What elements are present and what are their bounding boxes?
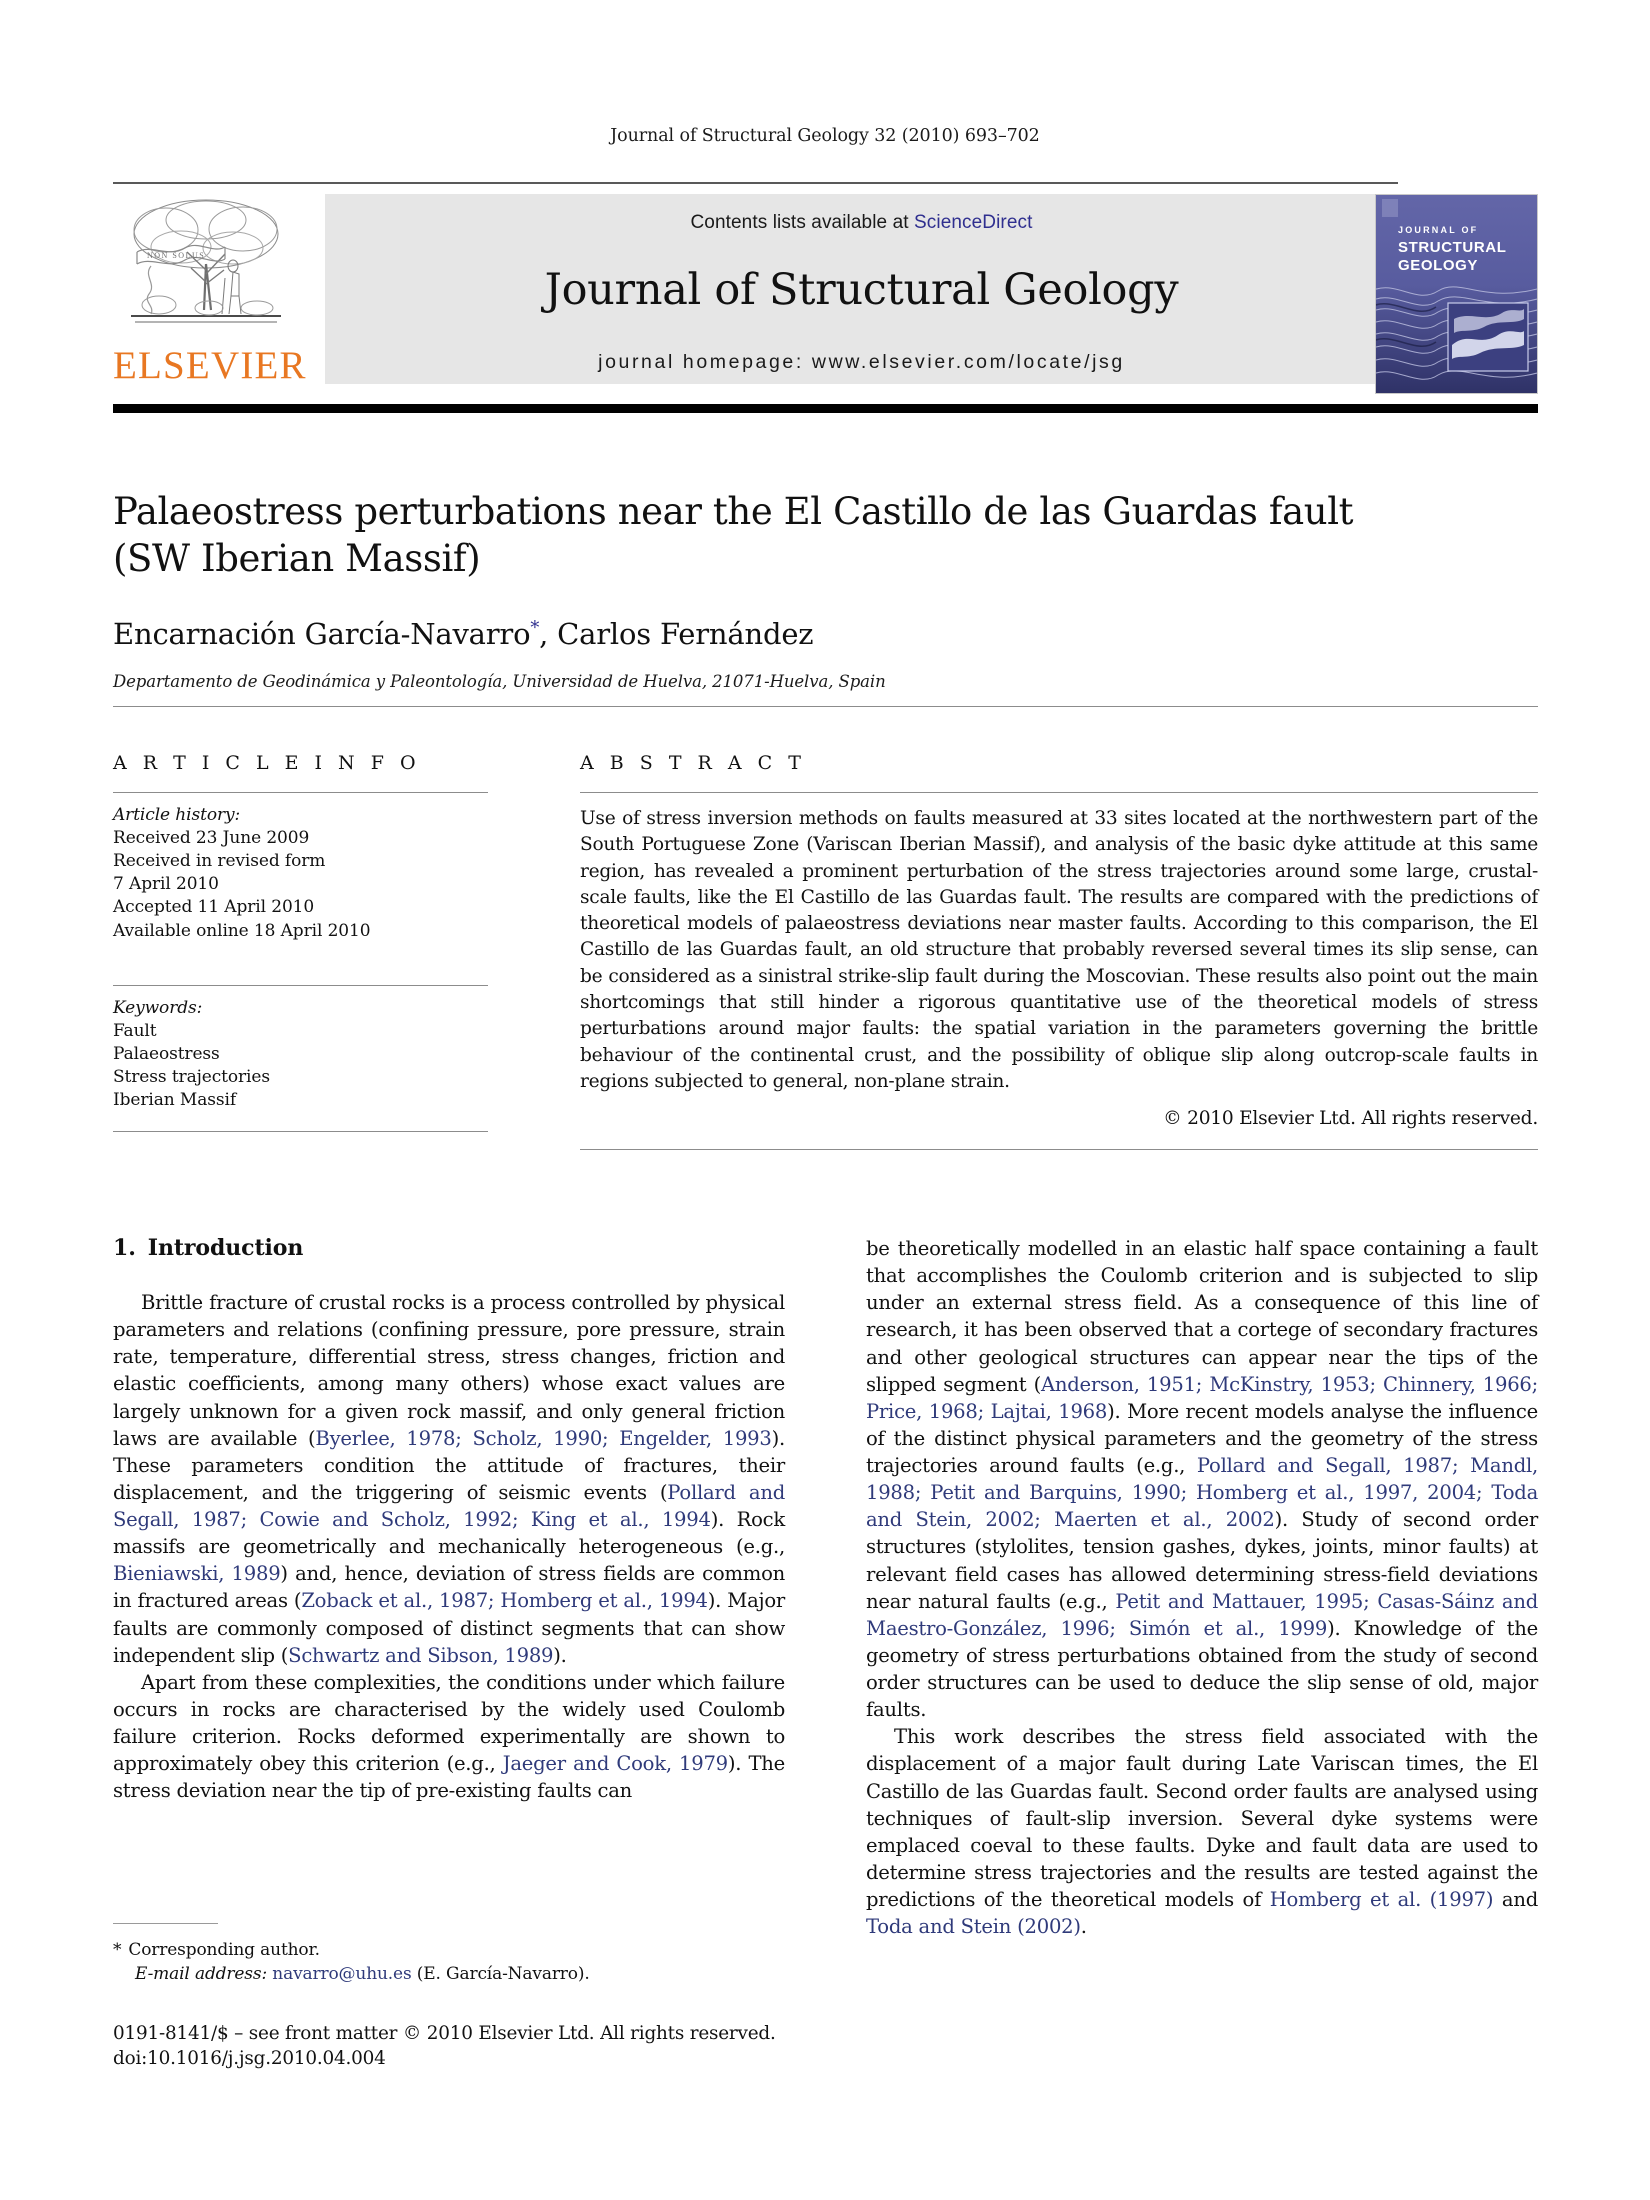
cover-line-3: GEOLOGY — [1398, 257, 1479, 274]
paragraph — [866, 1235, 1538, 1723]
text-run: Brittle fracture of crustal rocks is a process controlled by physical parameters and relations (confining pressure, pore pressure, strain rate, temperature, differential stress, stress changes, friction and elastic coefficients, among many others) whose exact values are largely unknown for a given rock massif, and only general friction laws are available ( — [113, 1291, 785, 1450]
history-item: 7 April 2010 — [113, 874, 219, 895]
text-run: ) and, hence, deviation of stress fields are common in fractured areas ( — [113, 1562, 785, 1613]
text-run: ). Rock massifs are geometrically and mechanically heterogeneous (e.g., — [113, 1508, 785, 1559]
affiliation-rule — [113, 706, 1538, 707]
citation-ref[interactable]: Homberg et al. (1997) — [1269, 1888, 1494, 1911]
footnote-block — [113, 1938, 785, 1986]
contents-prefix: Contents lists available at — [690, 212, 914, 233]
abstract-heading: A B S T R A C T — [580, 752, 806, 774]
section-number: 1. — [113, 1235, 136, 1261]
history-item: Received in revised form — [113, 851, 326, 872]
body-column-left — [113, 1235, 785, 1804]
corresponding-author-note — [113, 1938, 785, 1962]
title-block — [113, 488, 1538, 691]
author-list — [113, 617, 1538, 651]
footnote-rule — [113, 1923, 218, 1924]
elsevier-motto-text: NON SOLUS — [146, 251, 205, 260]
history-item: Accepted 11 April 2010 — [113, 897, 315, 918]
email-note — [113, 1962, 785, 1986]
elsevier-wordmark: ELSEVIER — [113, 344, 307, 387]
paragraph — [113, 1289, 785, 1669]
body-column-right — [866, 1235, 1538, 1940]
author-primary: Encarnación García-Navarro — [113, 616, 531, 651]
citation-ref[interactable]: Toda and Stein (2002) — [866, 1915, 1081, 1939]
text-run: and — [1493, 1888, 1539, 1911]
abstract-copyright: © 2010 Elsevier Ltd. All rights reserved. — [1163, 1108, 1538, 1130]
email-label: E-mail address: — [135, 1964, 268, 1985]
keywords-rule — [113, 985, 488, 986]
paper-title-line-2: (SW Iberian Massif) — [113, 537, 481, 581]
citation-ref[interactable]: Jaeger and Cook, 1979 — [502, 1752, 728, 1776]
citation-ref[interactable]: Pollard and Segall, 1987; Mandl, 1988; Petit and Barquins, 1990; Homberg et al., 1997, 2004; Toda and Stein, 2002; Maerten et al., 2002 — [866, 1454, 1538, 1532]
cover-line-2: STRUCTURAL — [1398, 239, 1507, 256]
text-run: ). More recent models analyse the influence of the distinct physical parameters and the geometry of the stress trajectories around faults (e.g., — [866, 1399, 1538, 1477]
footnote-star: * — [113, 1940, 122, 1960]
sciencedirect-link[interactable]: ScienceDirect — [914, 212, 1033, 233]
text-run: ). Major faults are commonly composed of distinct segments that can show independent slip ( — [113, 1589, 785, 1667]
text-run: ). The stress deviation near the tip of pre-existing faults can — [113, 1752, 785, 1803]
corresponding-author-text: Corresponding author. — [128, 1940, 320, 1960]
citation-ref[interactable]: Zoback et al., 1987; Homberg et al., 1994 — [301, 1589, 708, 1613]
history-item: Received 23 June 2009 — [113, 828, 310, 849]
cover-line-1: JOURNAL OF — [1398, 225, 1479, 235]
paragraph — [113, 1669, 785, 1805]
journal-cover-thumbnail — [1375, 194, 1538, 394]
journal-title: Journal of Structural Geology — [544, 265, 1179, 315]
corresponding-author-marker: * — [530, 617, 540, 639]
article-info-bottom-rule — [113, 1131, 488, 1132]
text-run: ). Knowledge of the geometry of stress perturbations obtained from the study of second order structures can be used to deduce the slip sense of old, major faults. — [866, 1616, 1538, 1722]
text-run: ). — [553, 1643, 567, 1667]
abstract-rule — [580, 792, 1538, 793]
keyword-item: Iberian Massif — [113, 1090, 237, 1111]
text-run: . — [1080, 1915, 1087, 1939]
text-run: be theoretically modelled in an elastic half space containing a fault that accomplishes the Coulomb criterion and is subjected to slip under an external stress field. As a consequence of this line of research, it has been observed that a cortege of secondary fractures and other geological structures can appear near the tips of the slipped segment ( — [866, 1237, 1538, 1396]
masthead-bottom-rule — [113, 404, 1538, 413]
running-head: Journal of Structural Geology 32 (2010) 693–702 — [610, 126, 1040, 146]
section-title: Introduction — [147, 1235, 304, 1261]
article-history — [113, 804, 488, 943]
keywords-label: Keywords: — [113, 997, 203, 1018]
elsevier-logo — [113, 192, 307, 392]
keywords-block — [113, 997, 488, 1113]
section-heading-introduction — [113, 1235, 785, 1261]
journal-cover-image — [1376, 195, 1538, 394]
abstract-text: Use of stress inversion methods on faults measured at 33 sites located at the northwestern part of the South Portuguese Zone (Variscan Iberian Massif), and analysis of the basic dyke attitude at this same region, has revealed a prominent perturbation of the stress trajectories around some large, crustal-scale faults, like the El Castillo de las Guardas fault. The results are compared with the predictions of theoretical models of palaeostress deviations near master faults. According to this comparison, the El Castillo de las Guardas fault, an old structure that probably reversed several times its slip sense, can be considered as a sinistral strike-slip fault during the Moscovian. These results also point out the main shortcomings that still hinder a rigorous quantitative use of the theoretical models of stress perturbations around major faults: the spatial variation in the parameters governing the brittle behaviour of the continental crust, and the possibility of oblique slip along outcrop-scale faults in regions subjected to general, non-plane strain. — [580, 808, 1538, 1092]
masthead-top-rule — [113, 182, 1398, 184]
journal-masthead — [113, 182, 1538, 402]
article-info-heading: A R T I C L E I N F O — [113, 752, 421, 774]
abstract-column — [580, 752, 1538, 1150]
text-run: This work describes the stress field associated with the displacement of a major fault during Late Variscan times, the El Castillo de las Guardas fault. Second order faults are analysed using techniques of fault-slip inversion. Several dyke systems were emplaced coeval to these faults. Dyke and fault data are used to determine stress trajectories and the results are tested against the predictions of the theoretical models of — [866, 1725, 1538, 1911]
citation-ref[interactable]: Bieniawski, 1989 — [113, 1562, 281, 1586]
page-title — [113, 488, 1538, 583]
article-info-column — [113, 752, 488, 1112]
paper-title-line-1: Palaeostress perturbations near the El Castillo de las Guardas fault — [113, 490, 1354, 533]
text-run: Apart from these complexities, the conditions under which failure occurs in rocks are characterised by the widely used Coulomb failure criterion. Rocks deformed experimentally are shown to approximately obey this criterion (e.g., — [113, 1670, 785, 1776]
article-info-rule — [113, 792, 488, 793]
author-secondary: , Carlos Fernández — [539, 616, 814, 651]
elsevier-tree-icon — [121, 192, 291, 344]
history-item: Available online 18 April 2010 — [113, 920, 371, 941]
citation-ref[interactable]: Anderson, 1951; McKinstry, 1953; Chinnery, 1966; Price, 1968; Lajtai, 1968 — [866, 1372, 1538, 1423]
affiliation: Departamento de Geodinámica y Paleontología, Universidad de Huelva, 21071-Huelva, Spain — [113, 671, 886, 691]
keyword-item: Stress trajectories — [113, 1066, 270, 1087]
contents-available-line — [325, 194, 1398, 234]
article-history-label: Article history: — [113, 805, 241, 825]
citation-ref[interactable]: Schwartz and Sibson, 1989 — [288, 1643, 554, 1667]
citation-ref[interactable]: Byerlee, 1978; Scholz, 1990; Engelder, 1993 — [315, 1426, 772, 1450]
paragraph — [866, 1723, 1538, 1940]
email-owner: (E. García-Navarro). — [416, 1964, 590, 1985]
email-link[interactable]: navarro@uhu.es — [272, 1964, 412, 1985]
citation-ref[interactable]: Petit and Mattauer, 1995; Casas-Sáinz and Maestro-González, 1996; Simón et al., 1999 — [866, 1589, 1538, 1640]
citation-ref[interactable]: Pollard and Segall, 1987; Cowie and Scholz, 1992; King et al., 1994 — [113, 1480, 785, 1531]
doi-line: doi:10.1016/j.jsg.2010.04.004 — [113, 2048, 386, 2070]
keyword-item: Fault — [113, 1020, 157, 1041]
journal-homepage-link[interactable]: journal homepage: www.elsevier.com/locate/jsg — [598, 351, 1125, 373]
footer-block — [113, 2021, 873, 2072]
contents-panel — [325, 194, 1398, 384]
text-run: ). Study of second order structures (stylolites, tension gashes, dykes, joints, minor faults) at relevant field cases has allowed determining stress-field deviations near natural faults (e.g., — [866, 1508, 1538, 1613]
keyword-item: Palaeostress — [113, 1043, 220, 1064]
text-run: ). These parameters condition the attitude of fractures, their displacement, and the triggering of seismic events ( — [113, 1426, 785, 1504]
front-matter-line: 0191-8141/$ – see front matter © 2010 Elsevier Ltd. All rights reserved. — [113, 2023, 776, 2044]
abstract-bottom-rule — [580, 1149, 1538, 1150]
